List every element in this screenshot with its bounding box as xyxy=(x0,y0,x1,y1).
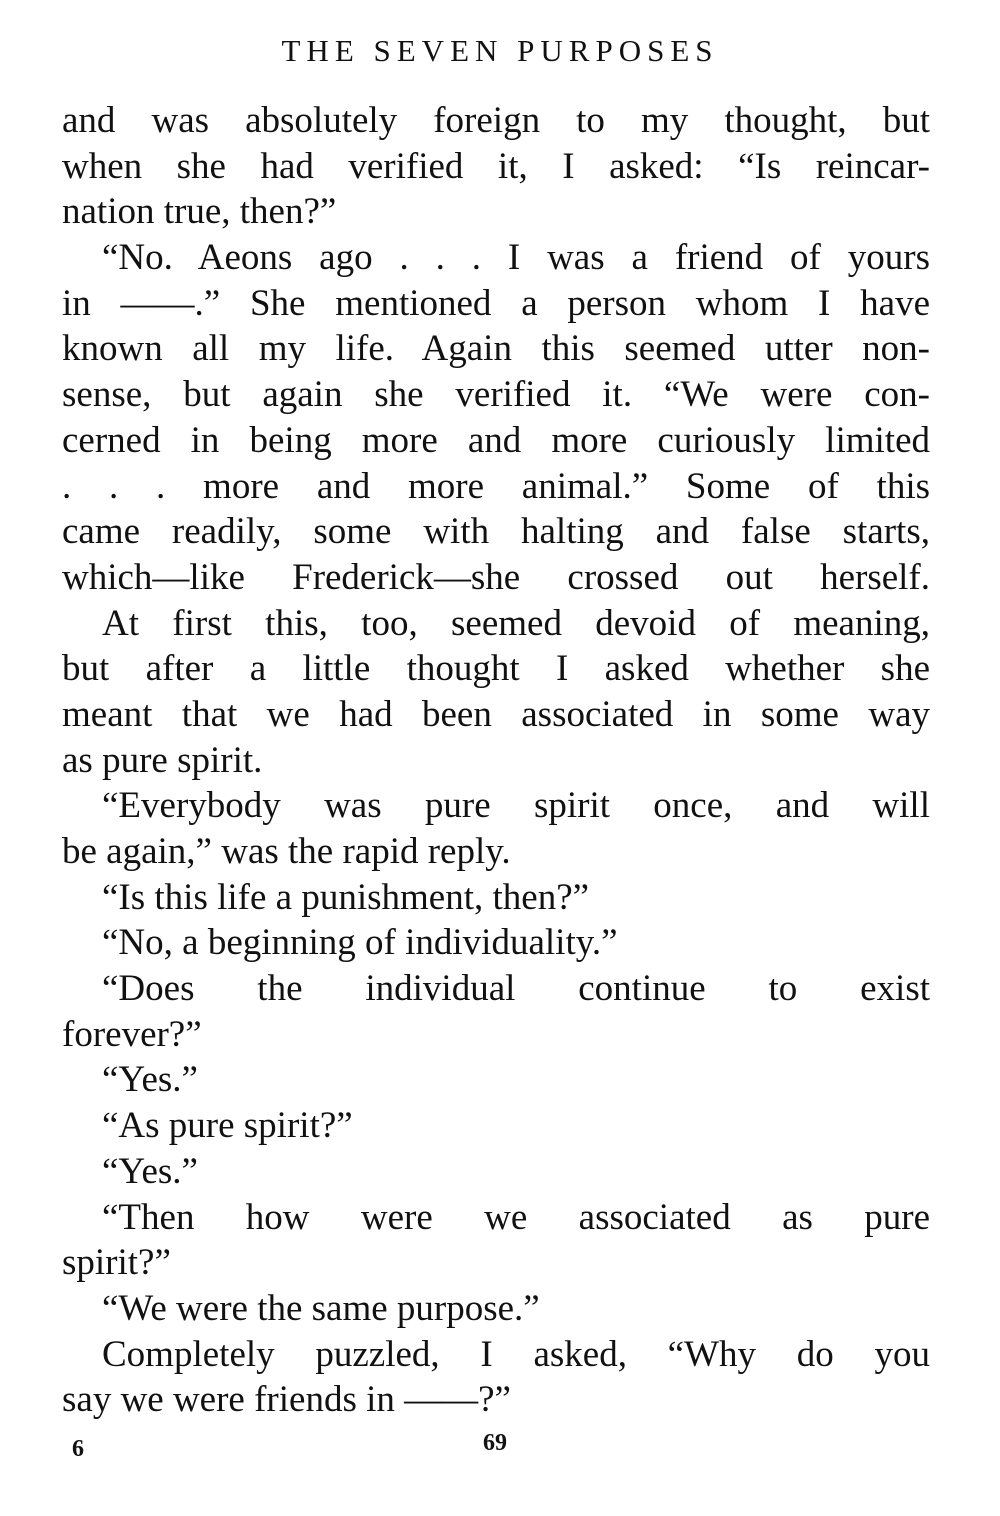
text-line: sense, but again she verified it. “We were con- xyxy=(62,374,930,416)
text-line: . . . more and more animal.” Some of this xyxy=(62,465,930,507)
text-line: say we were friends in ——?” xyxy=(62,1379,511,1421)
text-line: “Yes.” xyxy=(102,1059,198,1101)
text-line: nation true, then?” xyxy=(62,191,337,233)
page-number: 69 xyxy=(483,1430,507,1456)
text-line: meant that we had been associated in some way xyxy=(62,693,930,735)
running-head: THE SEVEN PURPOSES xyxy=(281,33,719,68)
text-line: Completely puzzled, I asked, “Why do you xyxy=(102,1333,930,1375)
text-line: At first this, too, seemed devoid of meaning, xyxy=(102,602,930,644)
text-line: and was absolutely foreign to my thought, but xyxy=(62,100,930,141)
text-line: which—like Frederick—she crossed out herself. xyxy=(62,556,930,598)
body-text xyxy=(62,98,930,1423)
text-line: “Is this life a punishment, then?” xyxy=(102,876,590,918)
text-line: “Yes.” xyxy=(102,1150,198,1192)
signature-mark: 6 xyxy=(72,1436,84,1462)
text-line: “Everybody was pure spirit once, and will xyxy=(102,785,930,827)
text-line: known all my life. Again this seemed utter non- xyxy=(62,328,930,370)
text-line: “We were the same purpose.” xyxy=(102,1287,540,1329)
text-line: be again,” was the rapid reply. xyxy=(62,831,511,872)
text-line: “As pure spirit?” xyxy=(102,1105,353,1147)
text-line: but after a little thought I asked whether she xyxy=(62,648,930,690)
text-line: “No, a beginning of individuality.” xyxy=(102,922,618,964)
text-line: “Then how were we associated as pure xyxy=(102,1196,930,1238)
text-line: spirit?” xyxy=(62,1242,171,1284)
text-line: in ——.” She mentioned a person whom I have xyxy=(62,282,930,324)
text-line: as pure spirit. xyxy=(62,739,263,781)
text-line: cerned in being more and more curiously limited xyxy=(62,419,930,461)
text-line: forever?” xyxy=(62,1013,202,1055)
text-line: “Does the individual continue to exist xyxy=(102,968,930,1010)
text-line: “No. Aeons ago . . . I was a friend of yours xyxy=(102,237,930,279)
text-line: came readily, some with halting and false starts, xyxy=(62,511,930,553)
text-line: when she had verified it, I asked: “Is reincar- xyxy=(62,145,930,187)
